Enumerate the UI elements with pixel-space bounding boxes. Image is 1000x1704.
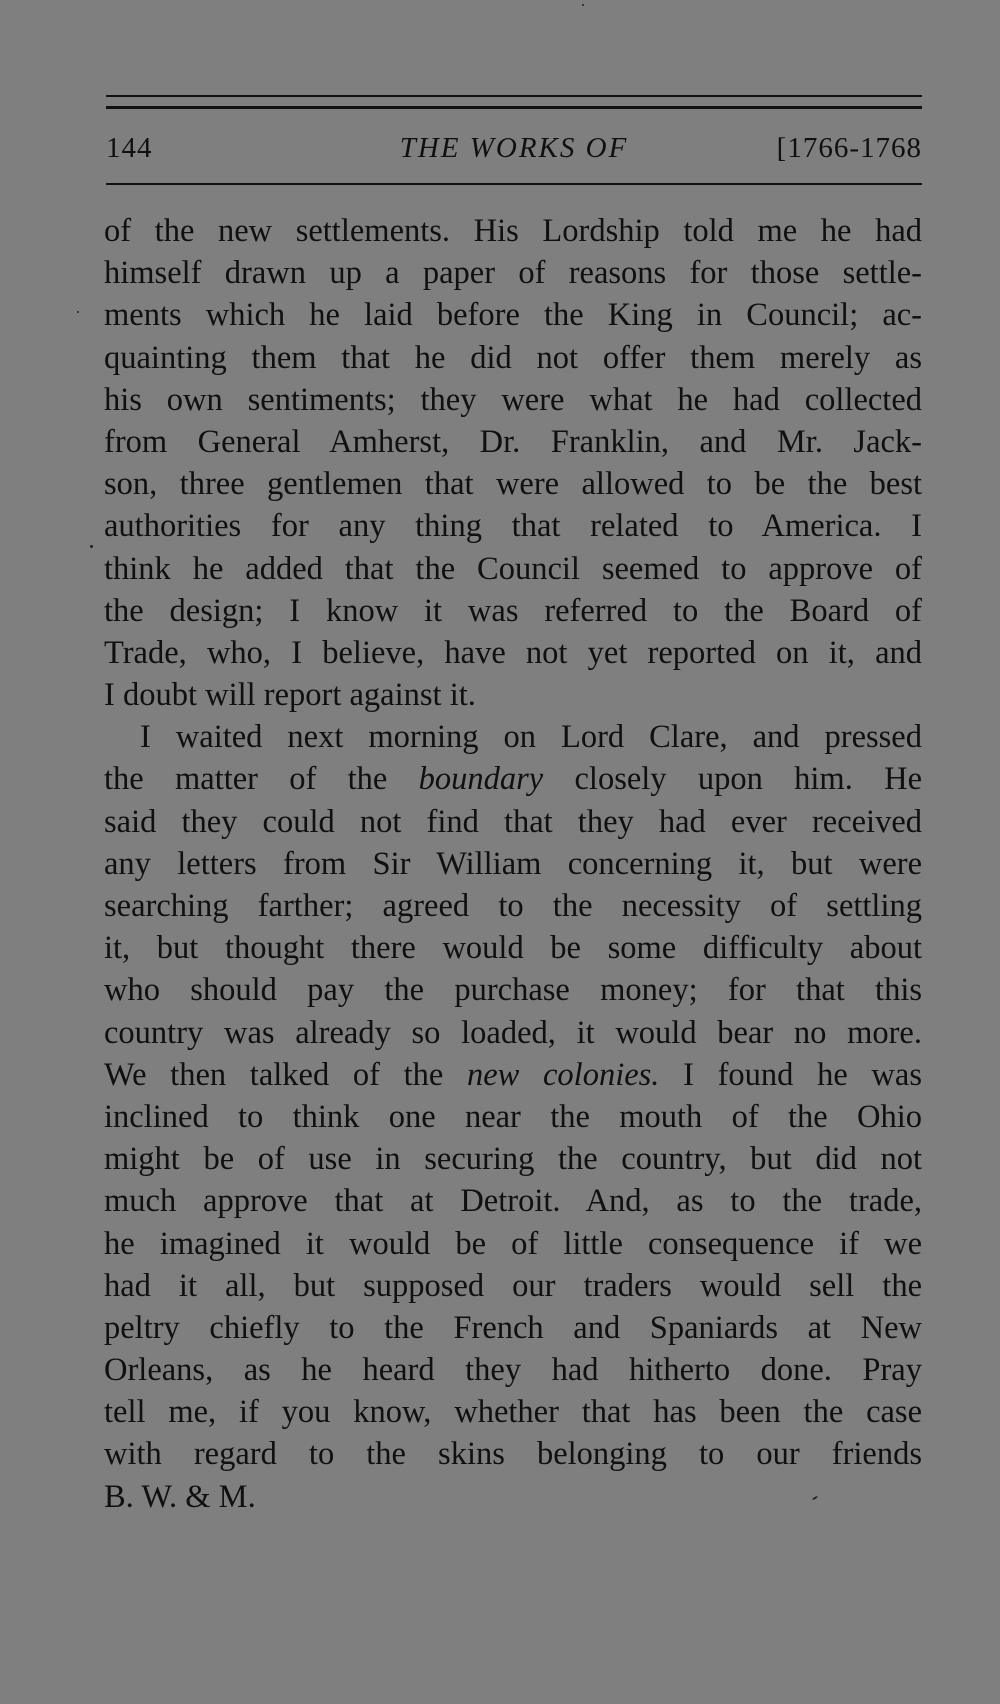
text-line: authorities for any thing that related to America. I [104,508,922,545]
text-line [104,758,922,800]
text-line: might be of use in securing the country, but did not [104,1141,922,1178]
text-line: tell me, if you know, whether that has been the case [104,1394,922,1431]
text-line: the design; I know it was referred to the Board of [104,592,922,629]
text-line: it, but thought there would be some difficulty about [104,930,922,967]
text-line: his own sentiments; they were what he had collected [104,381,922,418]
header-rule-lower [106,106,922,109]
text-line: country was already so loaded, it would bear no more. [104,1014,922,1051]
running-head [106,128,922,168]
text-line: son, three gentlemen that were allowed to be the best [104,466,922,503]
text-run: We then talked of the [104,1056,467,1093]
text-line: of the new settlements. His Lordship told me he had [104,213,922,249]
text-run: closely upon him. He [543,761,922,798]
text-line: I doubt will report against it. [104,677,476,714]
text-run: I found he was [659,1056,922,1093]
body-text [104,210,922,1518]
text-line: B. W. & M. [104,1478,256,1515]
italic-term: new colonies. [466,1056,660,1093]
text-line: who should pay the purchase money; for that this [104,972,922,1009]
header-rule-bottom [106,183,922,185]
header-rule-upper [106,95,922,97]
text-line: with regard to the skins belonging to our friends [104,1436,922,1473]
text-line: said they could not find that they had ever received [104,803,922,840]
running-title: THE WORKS OF [399,132,629,164]
text-line: had it all, but supposed our traders would sell the [104,1267,922,1304]
text-line: any letters from Sir William concerning it, but were [104,845,922,882]
text-line: himself drawn up a paper of reasons for those settle- [104,255,922,292]
text-line: ments which he laid before the King in Council; ac- [104,297,922,334]
text-line: Trade, who, I believe, have not yet reported on it, and [104,634,922,671]
text-line: think he added that the Council seemed to approve of [104,550,922,587]
text-line: I waited next morning on Lord Clare, and pressed [140,719,922,756]
print-speck [90,545,93,548]
text-line: inclined to think one near the mouth of the Ohio [104,1098,922,1135]
page-number: 144 [106,132,153,164]
text-line: peltry chiefly to the French and Spaniards at New [104,1309,922,1346]
date-range: [1766-1768 [776,132,922,164]
text-line: Orleans, as he heard they had hitherto done. Pray [104,1352,922,1389]
print-speck [77,311,79,313]
italic-term: boundary [418,761,544,798]
text-line [104,1054,922,1096]
text-line: quainting them that he did not offer them merely as [104,339,922,376]
text-run: the matter of the [104,761,419,798]
text-line: searching farther; agreed to the necessity of settling [104,888,922,924]
text-line: from General Amherst, Dr. Franklin, and Mr. Jack- [104,423,922,460]
text-line: much approve that at Detroit. And, as to the trade, [104,1183,922,1220]
text-line: he imagined it would be of little consequence if we [104,1225,922,1262]
print-speck [582,4,584,6]
